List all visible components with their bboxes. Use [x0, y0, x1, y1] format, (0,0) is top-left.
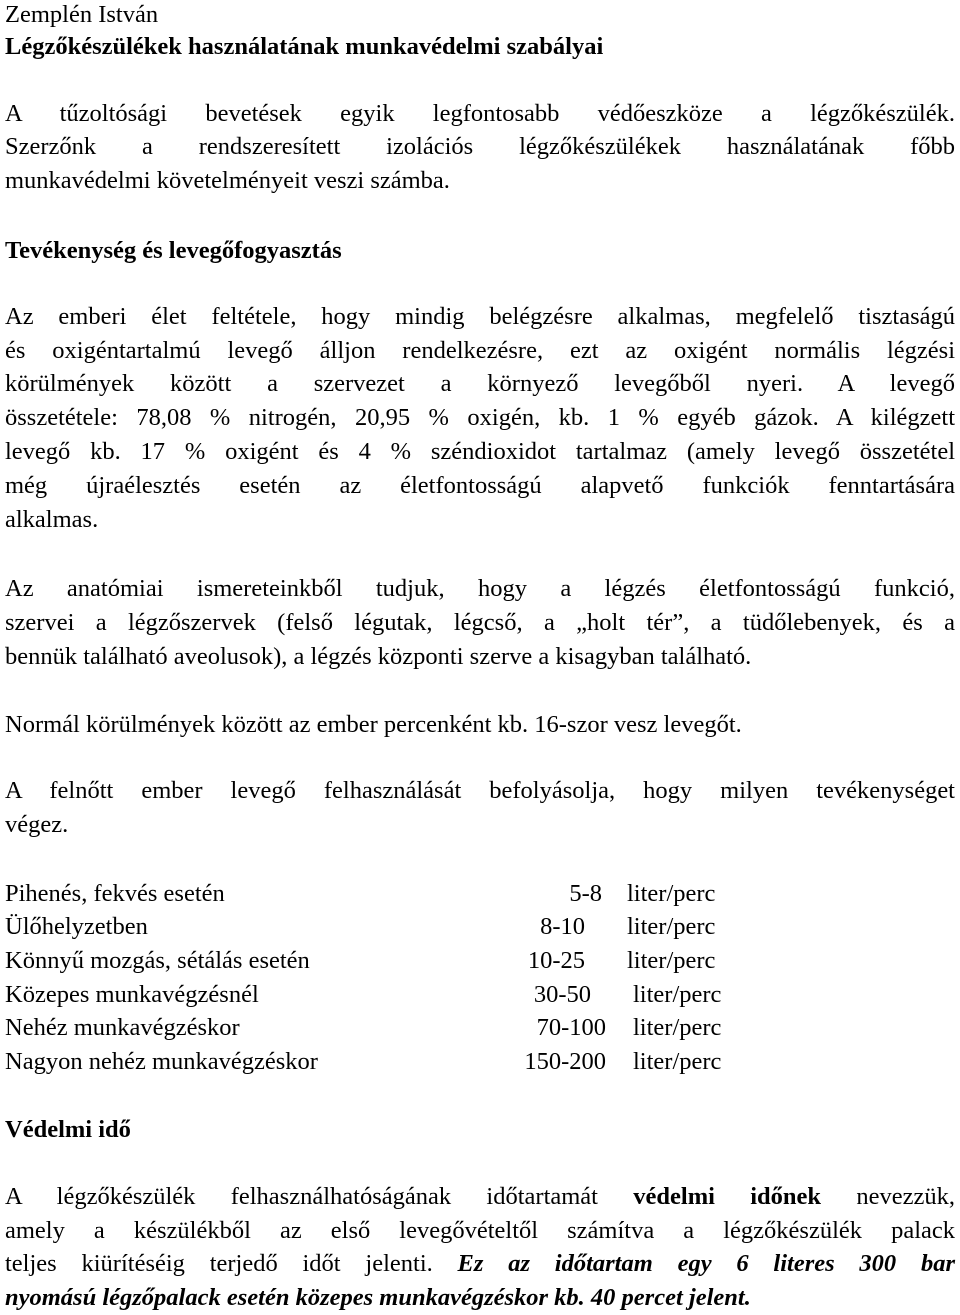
paragraph-line: bennük található aveolusok), a légzés központi szerve a kisagyban található.: [5, 643, 752, 670]
paragraph-line: végez.: [5, 811, 69, 838]
paragraph-line: szervei a légzőszervek (felső légutak, légcső, a „holt tér”, a tüdőlebenyek, és a: [5, 609, 955, 636]
table-cell-unit: liter/perc: [627, 880, 716, 907]
emphasis-text: Ez az időtartam egy 6 literes 300 bar: [457, 1250, 955, 1277]
table-cell-activity: Pihenés, fekvés esetén: [5, 880, 225, 907]
paragraph-line: alkalmas.: [5, 506, 99, 533]
emphasis-line: nyomású légzőpalack esetén közepes munkavégzéskor kb. 40 percet jelent.: [5, 1284, 751, 1311]
lead-line: Szerzőnk a rendszeresített izolációs légzőkészülékek használatának főbb: [5, 133, 955, 160]
paragraph-line: amely a készülékből az első levegővételtől számítva a légzőkészülék palack: [5, 1217, 955, 1244]
paragraph-line: [5, 1249, 955, 1279]
table-cell-activity: Közepes munkavégzésnél: [5, 981, 259, 1008]
section-heading: Védelmi idő: [5, 1116, 131, 1143]
table-cell-unit: liter/perc: [627, 947, 716, 974]
author-name: Zemplén István: [5, 1, 159, 28]
table-cell-range: 30-50: [533, 981, 591, 1008]
table-cell-range: 5-8: [569, 880, 602, 907]
table-cell-range: 8-10: [540, 913, 585, 940]
text-run: A légzőkészülék felhasználhatóságának időtartamát: [5, 1183, 634, 1210]
document-title: Légzőkészülékek használatának munkavédelmi szabályai: [5, 33, 604, 60]
table-cell-range: 70-100: [536, 1014, 606, 1041]
table-cell-unit: liter/perc: [627, 913, 716, 940]
section-heading: Tevékenység és levegőfogyasztás: [5, 237, 342, 264]
text-run: nevezzük,: [821, 1183, 955, 1210]
paragraph-line: A felnőtt ember levegő felhasználását befolyásolja, hogy milyen tevékenységet: [5, 777, 955, 804]
table-cell-range: 150-200: [524, 1048, 606, 1075]
paragraph-line: levegő kb. 17 % oxigént és 4 % széndioxidot tartalmaz (amely levegő összetétel: [5, 438, 955, 465]
table-cell-activity: Könnyű mozgás, sétálás esetén: [5, 947, 310, 974]
bold-term: védelmi időnek: [633, 1183, 822, 1210]
paragraph-line: Normál körülmények között az ember percenként kb. 16-szor vesz levegőt.: [5, 711, 742, 738]
table-cell-activity: Ülőhelyzetben: [5, 913, 148, 940]
text-run: teljes kiürítéséig terjedő időt jelenti.: [5, 1250, 458, 1277]
paragraph-line: és oxigéntartalmú levegő álljon rendelkezésre, ezt az oxigént normális légzési: [5, 337, 955, 364]
table-cell-unit: liter/perc: [633, 1014, 722, 1041]
paragraph-line: még újraélesztés esetén az életfontosságú alapvető funkciók fenntartására: [5, 472, 955, 499]
paragraph-line: összetétele: 78,08 % nitrogén, 20,95 % oxigén, kb. 1 % egyéb gázok. A kilégzett: [5, 404, 955, 431]
table-cell-activity: Nagyon nehéz munkavégzéskor: [5, 1048, 318, 1075]
paragraph-line: körülmények között a szervezet a környező levegőből nyeri. A levegő: [5, 370, 955, 397]
lead-line: A tűzoltósági bevetések egyik legfontosabb védőeszköze a légzőkészülék.: [5, 100, 955, 127]
paragraph-line: Az anatómiai ismereteinkből tudjuk, hogy a légzés életfontosságú funkció,: [5, 575, 955, 602]
lead-line: munkavédelmi követelményeit veszi számba.: [5, 167, 450, 194]
table-cell-unit: liter/perc: [633, 981, 722, 1008]
table-cell-unit: liter/perc: [633, 1048, 722, 1075]
table-cell-activity: Nehéz munkavégzéskor: [5, 1014, 240, 1041]
paragraph-line: [5, 1182, 955, 1212]
table-cell-range: 10-25: [527, 947, 585, 974]
paragraph-line: Az emberi élet feltétele, hogy mindig belégzésre alkalmas, megfelelő tisztaságú: [5, 303, 955, 330]
